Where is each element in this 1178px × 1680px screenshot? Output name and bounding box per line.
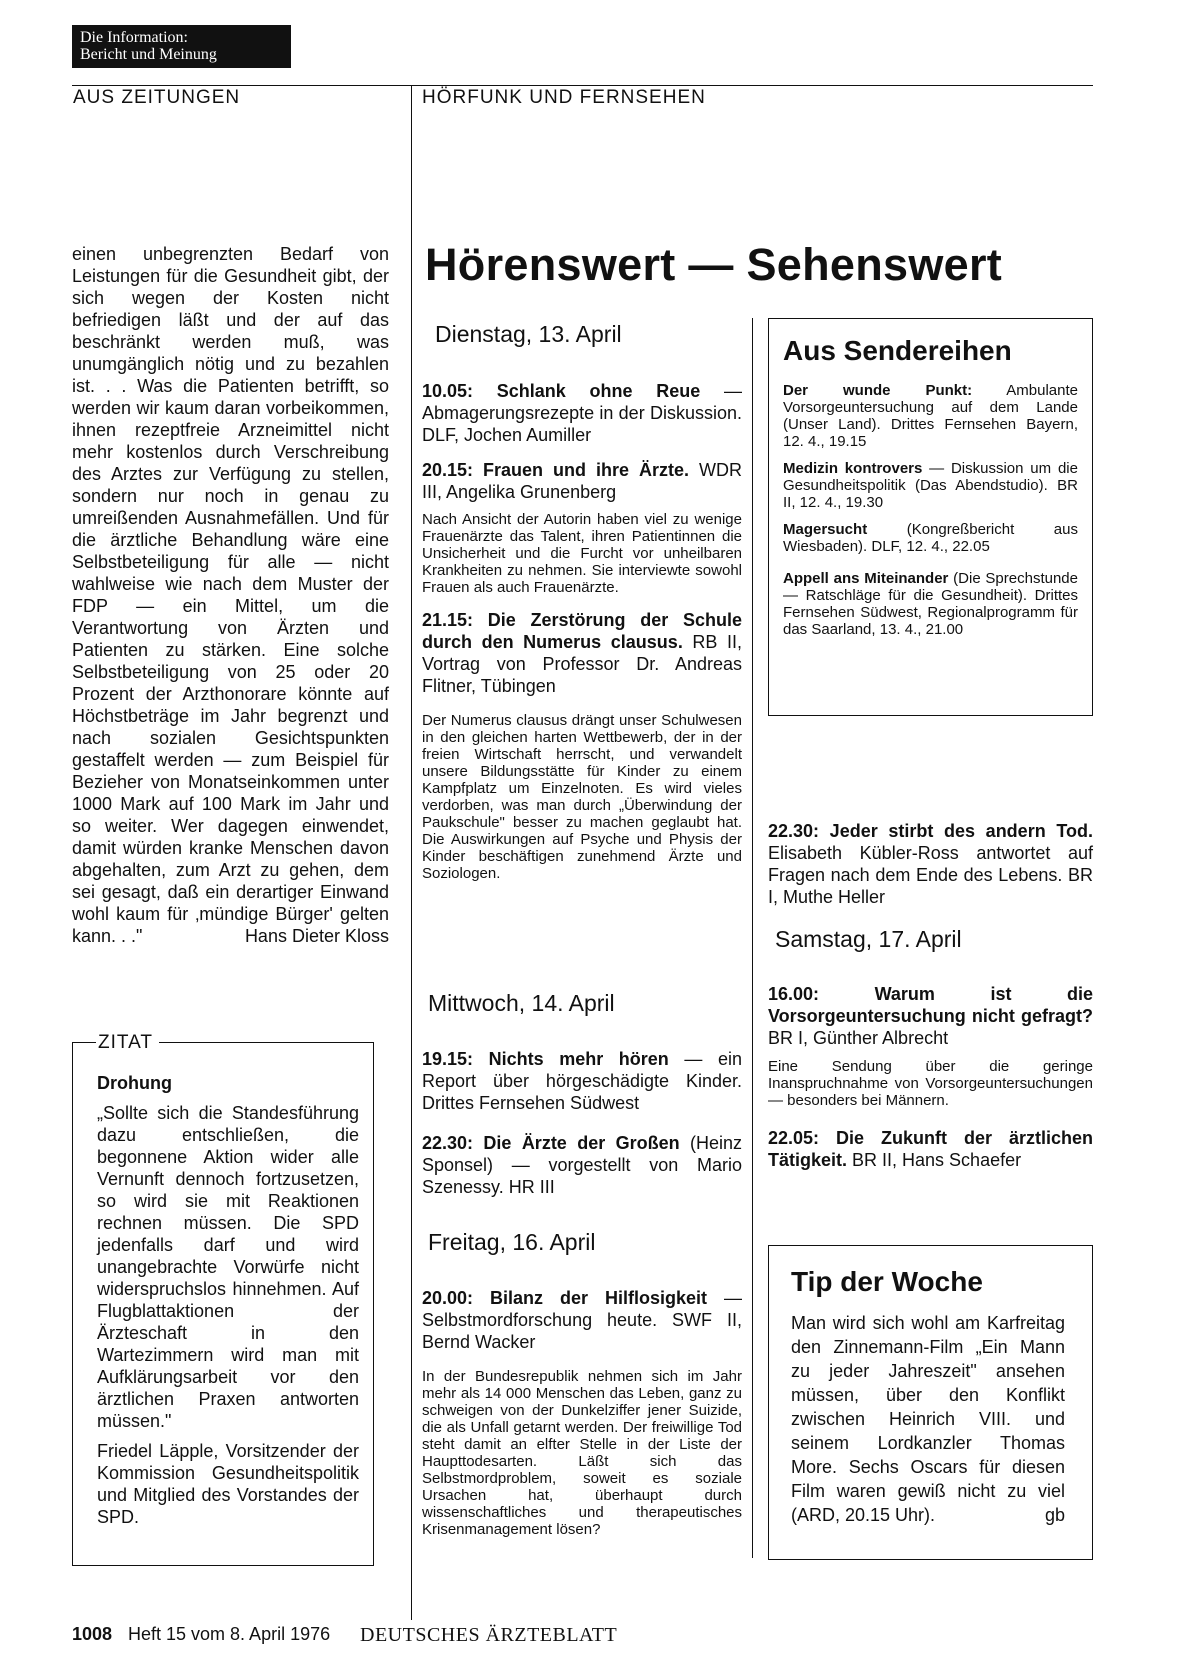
day-heading-samstag: Samstag, 17. April xyxy=(775,926,962,952)
entry-details: Elisabeth Kübler-Ross antwortet auf Fragen nach dem Ende des Lebens. BR I, Muthe Heller xyxy=(768,843,1093,907)
entry-title: Medizin kontrovers xyxy=(783,460,923,477)
entry-details: — Abmagerungsrezepte in der Diskussion. DLF, Jochen Aumiller xyxy=(422,381,742,445)
tip-content xyxy=(791,1265,1065,1527)
day-heading-freitag: Freitag, 16. April xyxy=(428,1229,596,1255)
quote-box-label: ZITAT xyxy=(96,1032,159,1054)
entry-details: RB II, Vortrag von Professor Dr. Andreas Flitner, Tübingen xyxy=(422,632,743,696)
quote-source: Friedel Läpple, Vorsitzender der Kommission Gesundheitspolitik und Mitglied des Vorstandes der SPD. xyxy=(97,1441,359,1527)
section-label-right: HÖRFUNK UND FERNSEHEN xyxy=(422,87,706,108)
day-heading-dienstag: Dienstag, 13. April xyxy=(435,321,622,347)
entry-title: Appell ans Miteinander xyxy=(783,570,949,587)
entry-title: 22.30: Die Ärzte der Großen xyxy=(422,1133,680,1153)
entry-description: In der Bundesrepublik nehmen sich im Jahr mehr als 14 000 Menschen das Leben, ganz zu schweigen von der Dunkelziffer jener Suizide, die als Unfall getarnt werden. Der freiwillige Tod steht damit an elfter Stelle in der Liste der Haupttodesarten. Läßt sich das Selbstmordproblem, soweit es soziale Ursachen hat, überhaupt durch wissenschaftliches und therapeutisches Krisenmanagement lösen? xyxy=(422,1368,742,1538)
entry-title: 21.15: Die Zerstörung der Schule durch den Numerus clausus. xyxy=(422,610,742,652)
schedule-samstag xyxy=(768,983,1093,1189)
newspaper-excerpt xyxy=(72,243,389,947)
page-headline: Hörenswert — Sehenswert xyxy=(425,239,1003,290)
tip-title: Tip der Woche xyxy=(791,1266,983,1297)
entry-title: 20.00: Bilanz der Hilflosigkeit xyxy=(422,1288,708,1308)
entry-details: (Heinz Sponsel) — vorgestellt von Mario Szenessy. HR III xyxy=(422,1133,743,1197)
section-label-left: AUS ZEITUNGEN xyxy=(73,87,241,108)
entry-details: BR II, Hans Schaefer xyxy=(847,1150,1022,1170)
schedule-mittwoch xyxy=(422,1048,742,1216)
entry-details: (Die Sprechstunde — Ratschläge für die Gesundheit). Drittes Fernsehen Südwest, Regionalprogramm für das Saarland, 13. 4., 21.00 xyxy=(783,570,1078,638)
quote-title: Drohung xyxy=(97,1073,172,1093)
schedule-freitag xyxy=(422,1287,742,1553)
entry-title: Magersucht xyxy=(783,521,868,538)
day-heading-mittwoch: Mittwoch, 14. April xyxy=(428,990,615,1016)
entry-details: Ambulante Vorsorgeuntersuchung auf dem Lande (Unser Land). Drittes Fernsehen Bayern, 12. 4., 19.15 xyxy=(783,382,1078,450)
excerpt-text: einen unbegrenzten Bedarf von Leistungen für die Gesundheit gibt, der sich wegen der Kosten nicht befriedigen läßt und der auf das beschränkt werden muß, was unumgänglich nötig und zu bezahlen ist. . . Was die Patienten betrifft, so werden wir kaum daran vorbeikommen, ihnen rezeptfreie Arzneimittel nicht mehr kostenlos durch Verschreibung des Arztes zur Verfügung zu stellen, sondern nur noch in genau zu umreißenden Ausnahmefällen. Und für die ärztliche Behandlung wäre eine Selbstbeteiligung für alle — nicht wahlweise wie nach dem Muster der FDP — ein Mittel, um die Verantwortung von Ärzten und Patienten zu stärken. Eine solche Selbstbeteiligung von 25 oder 20 Prozent der Arzthonorare könnte auf Höchstbeträge im Jahr begrenzt und nach sozialen Gesichtspunkten gestaffelt werden — zum Beispiel für Bezieher von Monatseinkommen unter 1000 Mark auf 100 Mark im Jahr und so weiter. Wer dagegen einwendet, damit würden kranke Menschen davon abgehalten, zum Arzt zu gehen, dem sei gesagt, daß ein derartiger Einwand wohl kaum für ‚mündige Bürger' gelten kann. . ." xyxy=(72,244,389,946)
schedule-dienstag xyxy=(422,380,742,897)
sendereihen-content xyxy=(783,334,1078,653)
top-divider xyxy=(72,85,1093,86)
entry-title: 22.30: Jeder stirbt des andern Tod. xyxy=(768,821,1093,841)
entry-details: — Selbstmordforschung heute. SWF II, Bernd Wacker xyxy=(422,1288,742,1352)
sendereihen-title: Aus Sendereihen xyxy=(783,335,1012,366)
masthead-line1: Die Information: xyxy=(80,29,188,46)
entry-details: — Diskussion um die Gesundheitspolitik (Das Abendstudio). BR II, 12. 4., 19.30 xyxy=(783,460,1078,511)
entry-details: BR I, Günther Albrecht xyxy=(768,1028,949,1048)
entry-title: 22.05: Die Zukunft der ärztlichen Tätigkeit. xyxy=(768,1128,1093,1170)
tip-signature: gb xyxy=(1044,1505,1065,1525)
entry-description: Nach Ansicht der Autorin haben viel zu wenige Frauenärzte das Talent, ihren Patientinnen die Unsicherheit und die Furcht vor unheilbaren Krankheiten zu nehmen. Sie interviewte sowohl Frauen als auch Frauenärzte. xyxy=(422,511,742,596)
entry-title: 20.15: Frauen und ihre Ärzte. xyxy=(422,460,690,480)
entry-description: Der Numerus clausus drängt unser Schulwesen in den gleichen harten Wettbewerb, der in der freien Wirtschaft herrscht, und verwandelt unsere Bildungsstätte für Kinder zu einem Kampfplatz um Einzelnoten. Es wird vieles verdorben, was man durch „Überwindung der Paukschule" besser zu machen geglaubt hat. Die Auswirkungen auf Psyche und Physis der Kinder beschäftigen zunehmend Ärzte und Soziologen. xyxy=(422,712,742,882)
masthead-line2: Bericht und Meinung xyxy=(80,46,217,63)
schedule-freitag-continued xyxy=(768,802,1093,926)
excerpt-author: Hans Dieter Kloss xyxy=(244,926,389,946)
entry-details: WDR III, Angelika Grunenberg xyxy=(422,460,742,502)
entry-description: Eine Sendung über die geringe Inanspruchnahme von Vorsorgeuntersuchungen — besonders bei Männern. xyxy=(768,1058,1093,1109)
issue-info: Heft 15 vom 8. April 1976 xyxy=(128,1624,331,1644)
journal-name: DEUTSCHES ÄRZTEBLATT xyxy=(360,1624,618,1646)
entry-title: 16.00: Warum ist die Vorsorgeuntersuchung nicht gefragt? xyxy=(768,984,1093,1026)
page-number: 1008 xyxy=(72,1624,113,1644)
quote-text: „Sollte sich die Standesführung dazu entschließen, die begonnene Aktion wider alle Vernunft dennoch fortzusetzen, so wird sie mit Reaktionen rechnen müssen. Die SPD jedenfalls darf und wird unangebrachte Vorwürfe nicht widerspruchslos hinnehmen. Auf Flugblattaktionen der Ärzteschaft in den Wartezimmern wird man mit Aufklärungsarbeit vor den ärztlichen Praxen antworten müssen." xyxy=(97,1103,359,1431)
masthead xyxy=(72,25,291,68)
entry-title: 10.05: Schlank ohne Reue xyxy=(422,381,701,401)
entry-details: (Kongreßbericht aus Wiesbaden). DLF, 12. 4., 22.05 xyxy=(783,521,1078,555)
inner-column-divider xyxy=(752,318,753,1558)
quote-content xyxy=(97,1072,359,1528)
entry-title: 19.15: Nichts mehr hören xyxy=(422,1049,669,1069)
entry-details: — ein Report über hörgeschädigte Kinder. Drittes Fernsehen Südwest xyxy=(422,1049,742,1113)
entry-title: Der wunde Punkt: xyxy=(783,382,973,399)
column-divider xyxy=(411,85,412,1620)
tip-text: Man wird sich wohl am Karfreitag den Zinnemann-Film „Ein Mann zu jeder Jahreszeit" ansehen müssen, über den Konflikt zwischen Heinrich VIII. und seinem Lordkanzler Thomas More. Sechs Oscars für diesen Film waren gewiß nicht zu viel (ARD, 20.15 Uhr). xyxy=(791,1313,1065,1525)
